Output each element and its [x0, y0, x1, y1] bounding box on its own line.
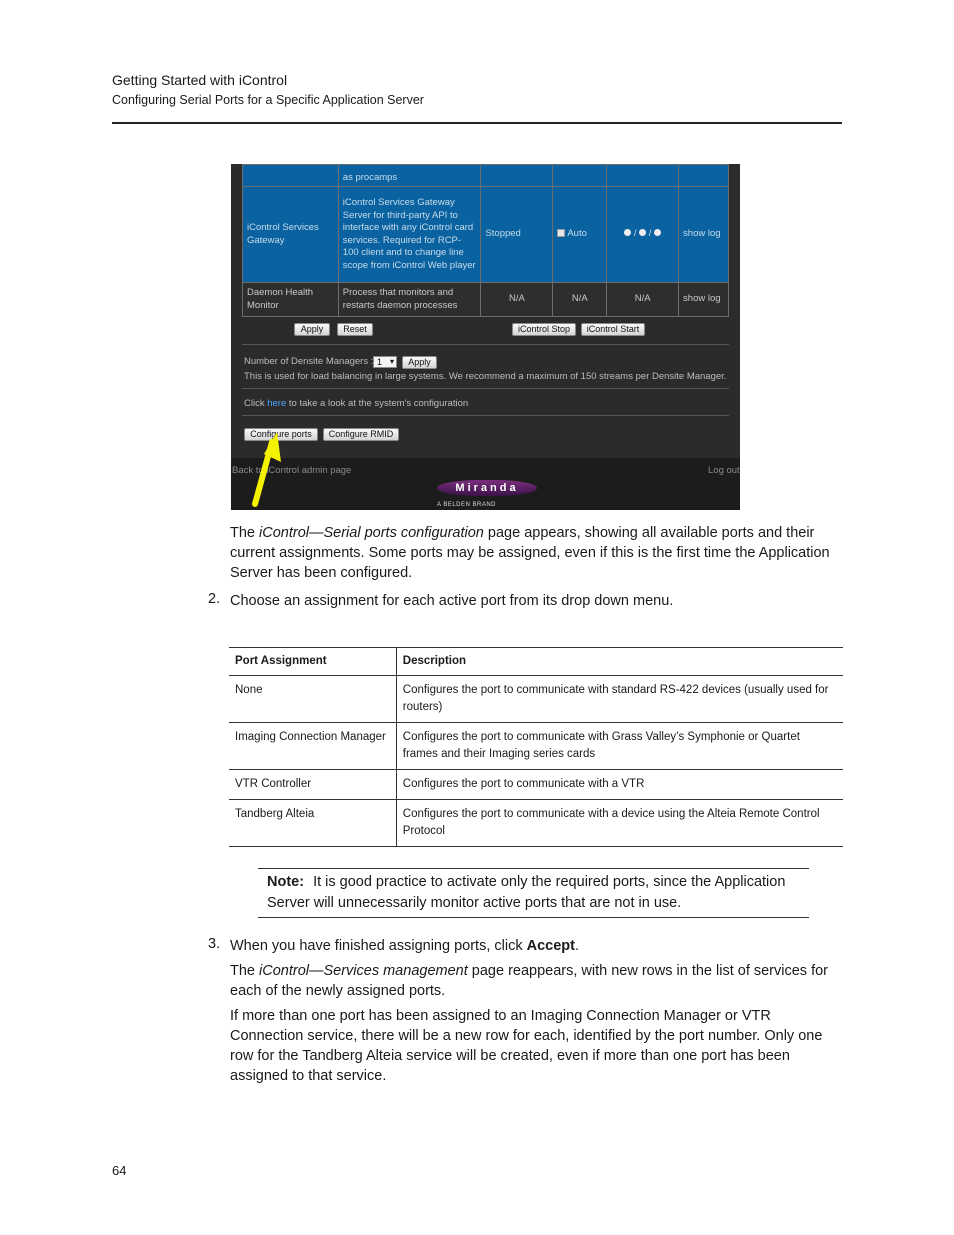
yellow-arrow-icon — [231, 164, 740, 510]
page-number: 64 — [112, 1163, 127, 1178]
apply-densite-button[interactable]: Apply — [402, 356, 437, 369]
table-row — [229, 723, 843, 770]
table-row — [229, 676, 843, 723]
show-log-link[interactable]: show log — [679, 187, 729, 283]
service-description: iControl Services Gateway Server for third-party API to interface with any iControl card services. Required for RCP-100 client and to change line scope from iControl Web player — [338, 187, 481, 283]
service-name: Daemon Health Monitor — [243, 283, 339, 317]
auto-label: Auto — [567, 228, 587, 240]
step-number: 3. — [208, 936, 221, 952]
icontrol-start-button[interactable]: iControl Start — [581, 323, 645, 336]
column-header: Description — [396, 648, 843, 676]
paragraph-services-management: The iControl—Services management page reappears, with new rows in the list of services for each of the newly assigned ports. — [230, 963, 828, 999]
service-startup: N/A — [553, 283, 607, 317]
description-cell: Configures the port to communicate with a device using the Alteia Remote Control Protocol — [396, 800, 843, 847]
belden-brand-text: A BELDEN BRAND — [437, 502, 497, 508]
radio-separator: / — [648, 228, 652, 240]
radio-separator: / — [633, 228, 637, 240]
services-management-screenshot — [231, 164, 740, 510]
page-name-italic: iControl—Services management — [259, 963, 468, 979]
paragraph-new-rows: If more than one port has been assigned to an Imaging Connection Manager or VTR Connection service, there will be a new row for each, identified by the port number. Only one row for the Tandberg Alteia service will be created, even if more than one port has been assigned to that service. — [230, 1008, 823, 1084]
port-assignment-cell: VTR Controller — [229, 770, 396, 800]
table-row — [229, 800, 843, 847]
table-header-row — [229, 648, 843, 676]
step-2-text: Choose an assignment for each active port from its drop down menu. — [230, 593, 674, 609]
accept-bold: Accept — [526, 938, 575, 954]
running-header-title: Getting Started with iControl — [112, 72, 288, 88]
port-assignment-cell: Imaging Connection Manager — [229, 723, 396, 770]
description-cell: Configures the port to communicate with a VTR — [396, 770, 843, 800]
port-assignment-cell: Tandberg Alteia — [229, 800, 396, 847]
config-prefix: Click — [244, 398, 268, 409]
page-name-italic: iControl—Serial ports configuration — [259, 525, 484, 541]
step-number: 2. — [208, 591, 221, 607]
paragraph-serial-ports: The iControl—Serial ports configuration page appears, showing all available ports and their current assignments. Some ports may be assigned, even if this is the first time the Application Server has been configured. — [230, 525, 830, 581]
service-mode: N/A — [607, 283, 679, 317]
description-cell: Configures the port to communicate with Grass Valley’s Symphonie or Quartet frames and their Imaging series cards — [396, 723, 843, 770]
service-description: Process that monitors and restarts daemon processes — [338, 283, 481, 317]
reset-button[interactable]: Reset — [337, 323, 373, 336]
note-text: It is good practice to activate only the required ports, since the Application Server will unnecessarily monitor active ports that are not in use. — [267, 874, 786, 911]
running-header-subtitle: Configuring Serial Ports for a Specific Application Server — [112, 93, 424, 107]
note-label: Note: — [267, 874, 305, 890]
show-log-link[interactable]: show log — [679, 283, 729, 317]
back-to-admin-link[interactable]: Back to iControl admin page — [232, 465, 352, 476]
config-suffix: to take a look at the system's configuration — [286, 398, 469, 409]
service-status: N/A — [481, 283, 553, 317]
service-description: as procamps — [338, 165, 481, 187]
port-assignment-cell: None — [229, 676, 396, 723]
service-status: Stopped — [481, 187, 553, 283]
configure-ports-button[interactable]: Configure ports — [244, 428, 318, 441]
configure-rmid-button[interactable]: Configure RMID — [323, 428, 399, 441]
table-row — [229, 770, 843, 800]
here-link[interactable]: here — [267, 398, 287, 409]
description-cell: Configures the port to communicate with standard RS-422 devices (usually used for routers) — [396, 676, 843, 723]
note-box — [258, 868, 809, 918]
port-assignment-table — [229, 647, 843, 847]
densite-managers-select[interactable]: 1 ▾ — [373, 356, 397, 368]
miranda-logo: Miranda — [437, 480, 537, 496]
service-name: iControl Services Gateway — [243, 187, 339, 283]
apply-button[interactable]: Apply — [294, 323, 330, 336]
header-rule — [112, 122, 842, 124]
icontrol-stop-button[interactable]: iControl Stop — [512, 323, 576, 336]
step-3-text: When you have finished assigning ports, click Accept. — [230, 938, 579, 954]
logout-link[interactable]: Log out — [708, 465, 740, 476]
densite-note: This is used for load balancing in large systems. We recommend a maximum of 150 streams per Densite Manager. — [244, 371, 727, 382]
column-header: Port Assignment — [229, 648, 396, 676]
densite-managers-label: Number of Densite Managers : — [244, 356, 374, 367]
